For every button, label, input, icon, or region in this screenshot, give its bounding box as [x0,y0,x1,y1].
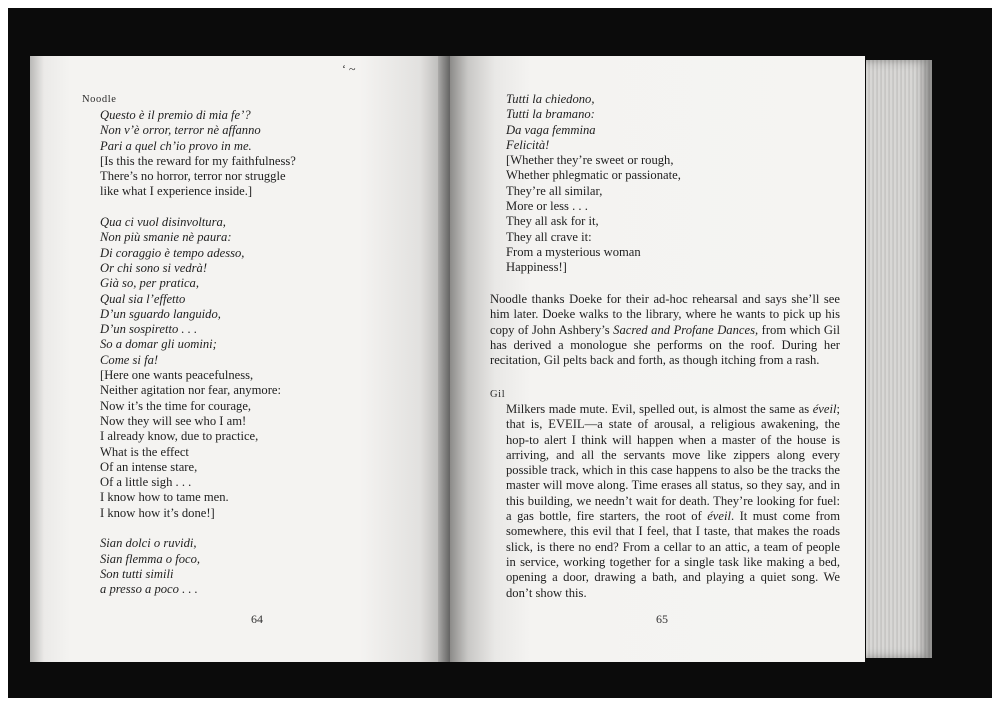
verse-line: I already know, due to practice, [100,429,259,444]
stanza-gap [100,200,296,215]
italic-word: éveil [707,509,731,524]
verse-line: D’un sguardo languido, [100,306,221,321]
stanza-3 [100,536,296,597]
verse-line: Or chi sono si vedrà! [100,260,208,275]
verse-line: They’re all similar, [506,183,603,198]
verse-line: I know how to tame men. [100,490,229,505]
verse-line: Qual sia l’effetto [100,291,186,306]
verse-line: Da vaga femmina [506,122,596,137]
verse-line: [Here one wants peacefulness, [100,368,254,383]
verse-line: So a domar gli uomini; [100,337,217,352]
verse-line: Tutti la chiedono, [506,92,595,106]
speaker-name-gil: Gil [490,389,506,400]
verse-line: They all ask for it, [506,214,599,229]
paragraph-noodle-thanks [490,292,840,368]
verse-line: Happiness!] [506,260,567,275]
verse-line: a presso a poco . . . [100,582,198,597]
right-page [342,56,865,662]
verse-line: [Is this the reward for my faithfulness? [100,153,296,168]
verse-line: Son tutti simili [100,566,174,581]
verse-line: Now it’s the time for courage, [100,398,252,413]
left-page [30,56,450,662]
paragraph-text: ; that is, EVEIL—a state of arousal, a religious awakening, the hop-to alert I think will happen when a master of the house is arriving, and all the servants move like zippers along every possible track, which in this case happens to also be the tracks the master will move along. Time erases all status, so they say, and in this building, we needn’t wait for death. They’re looking for fuel: a gas bottle, fire starters, the root of [506,402,840,524]
paragraph-gil [506,402,840,601]
stanza-right [506,92,681,276]
stanza-gap [100,521,296,536]
verse-line: Sian flemma o foco, [100,551,201,566]
verse-line: Now they will see who I am! [100,413,247,428]
verse-line: They all crave it: [506,229,592,244]
paragraph-text: Noodle thanks Doeke for their ad-hoc rehearsal and says she’ll see him later. Doeke walks to the library, where he wants to pick up his copy of John Ashbery’s [490,292,840,337]
verse-line: Tutti la bramano: [506,107,595,122]
verse-line: Qua ci vuol disinvoltura, [100,215,226,230]
speaker-name-noodle: Noodle [82,94,117,105]
book-title: Sacred and Profane Dances, [613,322,759,337]
verse-line: like what I experience inside.] [100,184,253,199]
verse-line: Non più smanie nè paura: [100,230,232,245]
verse-line: From a mysterious woman [506,244,641,259]
italic-word: éveil [812,402,837,416]
verse-line: Sian dolci o ruvidi, [100,536,197,551]
ink-mark: ‘ ~ [342,62,356,76]
verse-line: Neither agitation nor fear, anymore: [100,383,281,398]
paragraph-text: Milkers made mute. Evil, spelled out, is almost the same as [506,402,813,416]
verse-block [100,108,296,598]
page-number-left: 64 [251,612,263,626]
page-edges [866,60,932,658]
verse-line: What is the effect [100,444,189,459]
verse-line: I know how it’s done!] [100,505,215,520]
verse-line: [Whether they’re sweet or rough, [506,153,674,168]
verse-line: Of a little sigh . . . [100,475,192,490]
verse-line: There’s no horror, terror nor struggle [100,169,286,184]
verse-line: Pari a quel ch’io provo in me. [100,138,252,153]
verse-line: Di coraggio è tempo adesso, [100,245,245,260]
stanza-1 [100,108,296,200]
verse-line: Come si fa! [100,352,159,367]
verse-line: Felicità! [506,137,550,152]
verse-line: Già so, per pratica, [100,276,199,291]
verse-line: Of an intense stare, [100,459,198,474]
verse-line: Whether phlegmatic or passionate, [506,168,681,183]
verse-line: Questo è il premio di mia fe’? [100,108,251,122]
verse-line: D’un sospiretto . . . [100,322,198,337]
page-number-right: 65 [656,612,668,626]
stanza-2 [100,215,296,521]
verse-line: More or less . . . [506,199,588,214]
verse-line: Non v’è orror, terror nè affanno [100,123,261,138]
verse-block-right [506,92,681,276]
paragraph-text: from which Gil has derived a monologue she performs on the roof. During her recitation, Gil pelts back and forth, as though itching from a rash. [490,322,840,368]
paragraph-text: . It must come from somewhere, this evil that I feel, that I taste, that makes the roads slick, is there no end? From a cellar to an attic, a team of people in service, working together for a single task like making a bed, opening a door, drawing a bath, and playing a quiet song. We don’t show this. [506,509,840,600]
